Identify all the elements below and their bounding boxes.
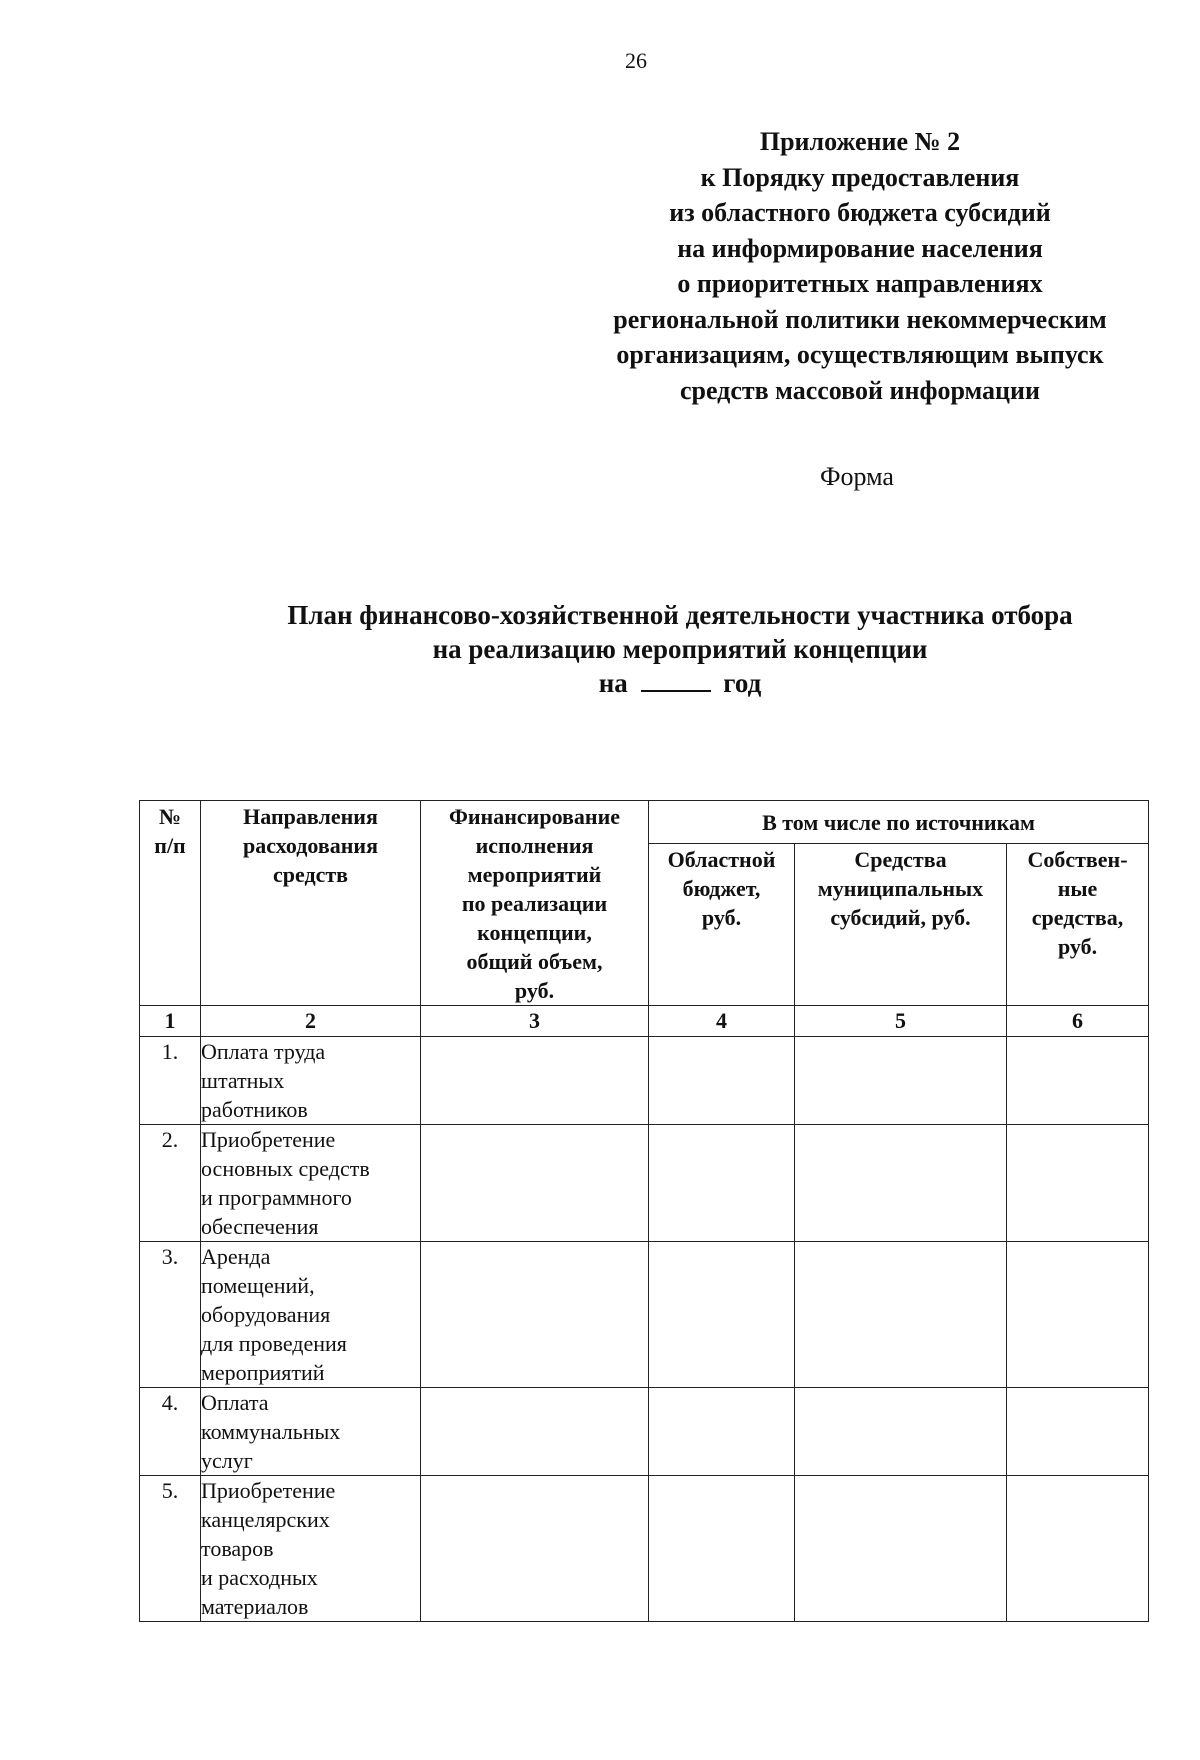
column-number: 4 <box>649 1006 795 1037</box>
header-financing-text: Финансирование исполнения мероприятий по реализации концепции, общий объем, руб. <box>448 804 621 1003</box>
column-number: 6 <box>1007 1006 1149 1037</box>
header-regional-text: Областной бюджет, руб. <box>667 847 776 931</box>
header-direction <box>201 801 421 1006</box>
cell-own[interactable] <box>1007 1125 1149 1242</box>
column-number: 2 <box>201 1006 421 1037</box>
header-financing <box>421 801 649 1006</box>
cell-own[interactable] <box>1007 1476 1149 1622</box>
cell-financing[interactable] <box>421 1388 649 1476</box>
table-row <box>140 1037 1149 1125</box>
cell-financing[interactable] <box>421 1242 649 1388</box>
cell-financing[interactable] <box>421 1125 649 1242</box>
column-number: 5 <box>795 1006 1007 1037</box>
cell-municipal[interactable] <box>795 1125 1007 1242</box>
row-index: 4. <box>140 1388 201 1476</box>
cell-municipal[interactable] <box>795 1476 1007 1622</box>
cell-own[interactable] <box>1007 1242 1149 1388</box>
header-sources-group <box>649 801 1149 844</box>
plan-title-line: План финансово-хозяйственной деятельности участника отбора <box>287 600 1073 630</box>
appendix-line: организациям, осуществляющим выпуск <box>616 340 1104 369</box>
plan-year-prefix: на <box>598 668 628 698</box>
table-row <box>140 1388 1149 1476</box>
cell-regional[interactable] <box>649 1476 795 1622</box>
cell-financing[interactable] <box>421 1476 649 1622</box>
row-index: 5. <box>140 1476 201 1622</box>
cell-financing[interactable] <box>421 1037 649 1125</box>
row-label: Приобретение основных средств и программного обеспечения <box>201 1125 421 1242</box>
appendix-line: Приложение № 2 <box>759 127 961 156</box>
header-municipal <box>795 844 1007 1006</box>
row-label: Оплата труда штатных работников <box>201 1037 421 1125</box>
header-sources-group-text: В том числе по источникам <box>762 810 1035 836</box>
header-num-text: № п/п <box>154 804 186 858</box>
appendix-header <box>560 124 1160 408</box>
row-index: 2. <box>140 1125 201 1242</box>
appendix-line: из областного бюджета субсидий <box>669 198 1051 227</box>
appendix-line: региональной политики некоммерческим <box>613 304 1107 334</box>
header-regional <box>649 844 795 1006</box>
column-number: 3 <box>421 1006 649 1037</box>
column-number-row <box>140 1006 1149 1037</box>
row-label: Оплата коммунальных услуг <box>201 1388 421 1476</box>
plan-title-line: на реализацию мероприятий концепции <box>432 634 928 664</box>
plan-year-suffix: год <box>723 668 762 698</box>
column-number: 1 <box>140 1006 201 1037</box>
header-direction-text: Направления расходования средств <box>243 804 378 887</box>
cell-own[interactable] <box>1007 1388 1149 1476</box>
appendix-line: на информирование населения <box>677 233 1043 263</box>
header-own <box>1007 844 1149 1006</box>
cell-municipal[interactable] <box>795 1242 1007 1388</box>
plan-title <box>150 598 1200 700</box>
header-municipal-text: Средства муниципальных субсидий, руб. <box>817 847 984 931</box>
table-row <box>140 1242 1149 1388</box>
row-index: 1. <box>140 1037 201 1125</box>
plan-table <box>139 800 1149 1622</box>
cell-regional[interactable] <box>649 1388 795 1476</box>
cell-own[interactable] <box>1007 1037 1149 1125</box>
table-row <box>140 1125 1149 1242</box>
row-label: Приобретение канцелярских товаров и расходных материалов <box>201 1476 421 1622</box>
cell-municipal[interactable] <box>795 1388 1007 1476</box>
row-index: 3. <box>140 1242 201 1388</box>
header-num <box>140 801 201 1006</box>
plan-year-line <box>150 666 1200 700</box>
row-label: Аренда помещений, оборудования для проведения мероприятий <box>201 1242 421 1388</box>
appendix-line: о приоритетных направлениях <box>677 269 1043 298</box>
cell-regional[interactable] <box>649 1242 795 1388</box>
appendix-line: к Порядку предоставления <box>700 162 1020 192</box>
cell-regional[interactable] <box>649 1037 795 1125</box>
table-row <box>140 1476 1149 1622</box>
header-own-text: Собствен- ные средства, руб. <box>1027 847 1128 960</box>
appendix-line: средств массовой информации <box>679 375 1040 405</box>
cell-municipal[interactable] <box>795 1037 1007 1125</box>
page-number: 26 <box>625 48 647 73</box>
cell-regional[interactable] <box>649 1125 795 1242</box>
form-label: Форма <box>820 462 894 491</box>
year-blank[interactable] <box>641 666 711 692</box>
